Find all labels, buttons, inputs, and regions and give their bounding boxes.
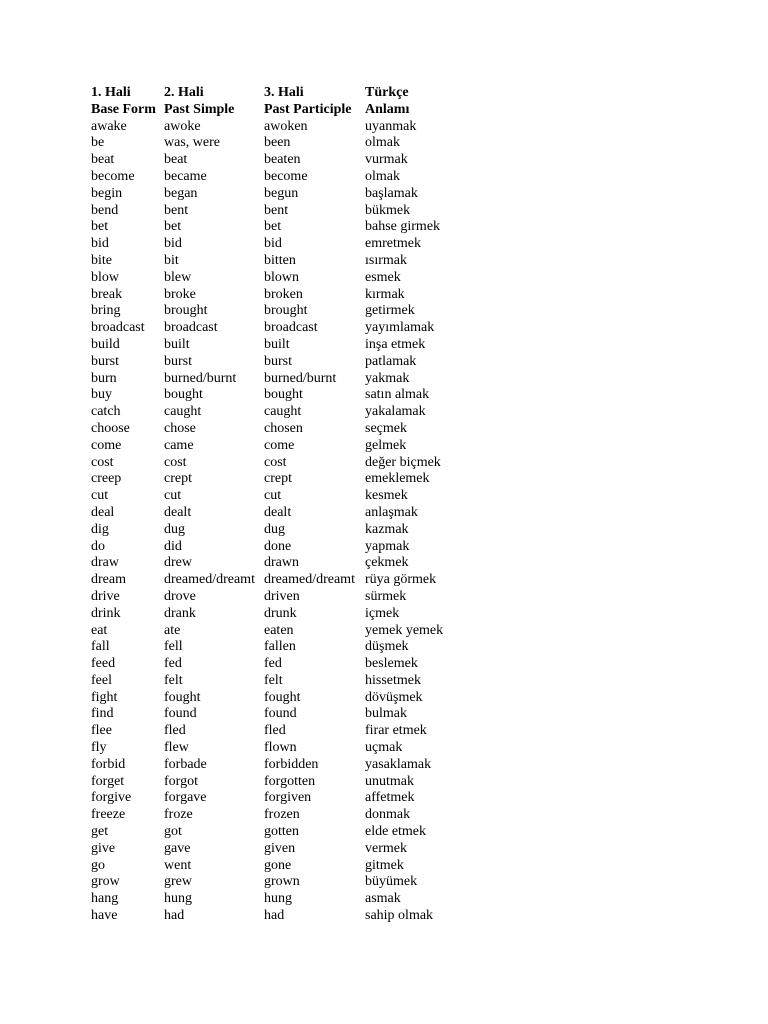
meaning-cell: hissetmek (365, 672, 421, 688)
past-simple-cell: gave (164, 840, 191, 856)
meaning-cell: vurmak (365, 152, 408, 168)
meaning-cell: sürmek (365, 588, 407, 604)
past-participle-cell: dreamed/dreamt (264, 572, 355, 588)
past-participle-cell: burned/burnt (264, 370, 337, 386)
base-form-cell: become (91, 168, 135, 184)
meaning-cell: çekmek (365, 555, 409, 571)
past-simple-cell: forbade (164, 756, 207, 772)
past-participle-cell: gotten (264, 824, 299, 840)
base-form-cell: freeze (91, 807, 126, 823)
meaning-cell: seçmek (365, 420, 407, 436)
meaning-cell: kırmak (365, 286, 405, 302)
base-form-cell: go (91, 857, 105, 873)
past-participle-cell: found (264, 706, 297, 722)
base-form-cell: broadcast (91, 320, 145, 336)
base-form-cell: grow (91, 874, 120, 890)
table-row (91, 371, 711, 388)
past-simple-cell: bit (164, 252, 179, 268)
table-row (91, 287, 711, 304)
past-participle-cell: fled (264, 723, 286, 739)
past-simple-cell: blew (164, 269, 192, 285)
past-simple-cell: flew (164, 740, 189, 756)
base-form-cell: fall (91, 639, 110, 655)
past-participle-cell: grown (264, 874, 300, 890)
table-row (91, 135, 711, 152)
past-participle-cell: caught (264, 404, 302, 420)
header-row (91, 102, 711, 119)
meaning-cell: ısırmak (365, 252, 407, 268)
past-participle-cell: drunk (264, 605, 297, 621)
base-form-cell: be (91, 135, 105, 151)
base-form-cell: deal (91, 504, 115, 520)
meaning-cell: patlamak (365, 353, 417, 369)
base-form-cell: build (91, 336, 120, 352)
past-simple-cell: hung (164, 891, 192, 907)
table-row (91, 656, 711, 673)
table-row (91, 236, 711, 253)
table-row (91, 858, 711, 875)
past-simple-cell: ate (164, 622, 181, 638)
base-form-cell: bend (91, 202, 119, 218)
past-simple-cell: brought (164, 303, 208, 319)
base-form-cell: bet (91, 219, 109, 235)
verb-table (91, 85, 711, 925)
meaning-cell: bükmek (365, 202, 411, 218)
past-participle-cell: driven (264, 588, 300, 604)
past-participle-cell: awoken (264, 118, 308, 134)
past-simple-cell: burned/burnt (164, 370, 237, 386)
table-row (91, 639, 711, 656)
table-row (91, 908, 711, 925)
base-form-cell: forget (91, 773, 125, 789)
meaning-cell: yasaklamak (365, 756, 432, 772)
base-form-cell: break (91, 286, 123, 302)
past-participle-cell: bought (264, 387, 303, 403)
base-form-cell: begin (91, 185, 123, 201)
past-simple-cell: grew (164, 874, 192, 890)
past-participle-cell: built (264, 336, 290, 352)
table-row (91, 404, 711, 421)
past-simple-cell: burst (164, 353, 192, 369)
past-participle-cell: drawn (264, 555, 299, 571)
table-body (91, 119, 711, 925)
base-form-cell: do (91, 538, 105, 554)
table-row (91, 354, 711, 371)
base-form-cell: get (91, 824, 109, 840)
meaning-cell: rüya görmek (365, 572, 437, 588)
base-form-cell: forgive (91, 790, 132, 806)
past-participle-cell: forgotten (264, 773, 316, 789)
past-participle-cell: become (264, 168, 308, 184)
past-participle-cell: forgiven (264, 790, 312, 806)
base-form-cell: bite (91, 252, 112, 268)
past-participle-cell: burst (264, 353, 292, 369)
past-simple-cell: beat (164, 152, 188, 168)
table-row (91, 841, 711, 858)
meaning-cell: satın almak (365, 387, 430, 403)
past-simple-cell: awoke (164, 118, 201, 134)
past-participle-cell: had (264, 908, 285, 924)
meaning-cell: emretmek (365, 236, 421, 252)
meaning-cell: firar etmek (365, 723, 427, 739)
past-participle-cell: blown (264, 269, 299, 285)
meaning-cell: dövüşmek (365, 689, 423, 705)
past-simple-cell: became (164, 168, 207, 184)
past-simple-cell: bet (164, 219, 182, 235)
table-row (91, 320, 711, 337)
meaning-cell: bulmak (365, 706, 407, 722)
meaning-cell: anlaşmak (365, 504, 418, 520)
meaning-cell: yemek yemek (365, 622, 444, 638)
past-participle-cell: flown (264, 740, 297, 756)
base-form-cell: bid (91, 236, 109, 252)
meaning-cell: yakalamak (365, 404, 426, 420)
table-row (91, 203, 711, 220)
base-form-cell: catch (91, 404, 121, 420)
table-row (91, 606, 711, 623)
header-row (91, 85, 711, 102)
base-form-cell: cost (91, 454, 114, 470)
base-form-cell: eat (91, 622, 108, 638)
header-cell-past-simple: Past Simple (164, 101, 235, 117)
table-row (91, 774, 711, 791)
past-simple-cell: dealt (164, 504, 192, 520)
base-form-cell: dream (91, 572, 126, 588)
meaning-cell: yayımlamak (365, 320, 435, 336)
past-simple-cell: cut (164, 488, 182, 504)
base-form-cell: bring (91, 303, 121, 319)
past-simple-cell: was, were (164, 135, 220, 151)
base-form-cell: burst (91, 353, 119, 369)
meaning-cell: kesmek (365, 488, 408, 504)
past-participle-cell: fed (264, 656, 282, 672)
past-simple-cell: dug (164, 521, 185, 537)
meaning-cell: asmak (365, 891, 401, 907)
table-row (91, 219, 711, 236)
base-form-cell: flee (91, 723, 112, 739)
past-participle-cell: brought (264, 303, 308, 319)
meaning-cell: getirmek (365, 303, 415, 319)
base-form-cell: find (91, 706, 114, 722)
past-participle-cell: cut (264, 488, 282, 504)
meaning-cell: büyümek (365, 874, 418, 890)
meaning-cell: uçmak (365, 740, 403, 756)
meaning-cell: yakmak (365, 370, 410, 386)
table-row (91, 706, 711, 723)
table-row (91, 471, 711, 488)
past-simple-cell: froze (164, 807, 193, 823)
header-cell-past-participle: Past Participle (264, 101, 352, 117)
meaning-cell: içmek (365, 605, 400, 621)
past-participle-cell: gone (264, 857, 292, 873)
base-form-cell: awake (91, 118, 127, 134)
meaning-cell: kazmak (365, 521, 409, 537)
past-simple-cell: broke (164, 286, 196, 302)
meaning-cell: bahse girmek (365, 219, 441, 235)
past-simple-cell: got (164, 824, 182, 840)
past-participle-cell: cost (264, 454, 287, 470)
meaning-cell: düşmek (365, 639, 409, 655)
header-cell-base-form: Base Form (91, 101, 156, 117)
past-participle-cell: forbidden (264, 756, 319, 772)
past-simple-cell: found (164, 706, 197, 722)
meaning-cell: uyanmak (365, 118, 417, 134)
table-row (91, 455, 711, 472)
past-simple-cell: broadcast (164, 320, 218, 336)
table-row (91, 421, 711, 438)
base-form-cell: choose (91, 420, 130, 436)
base-form-cell: drink (91, 605, 121, 621)
meaning-cell: elde etmek (365, 824, 427, 840)
base-form-cell: feel (91, 672, 112, 688)
table-row (91, 891, 711, 908)
past-participle-cell: dealt (264, 504, 292, 520)
base-form-cell: feed (91, 656, 116, 672)
past-simple-cell: drew (164, 555, 192, 571)
past-participle-cell: chosen (264, 420, 303, 436)
table-row (91, 623, 711, 640)
past-participle-cell: bent (264, 202, 289, 218)
table-row (91, 740, 711, 757)
header-cell-base-number: 1. Hali (91, 85, 131, 100)
base-form-cell: creep (91, 471, 122, 487)
base-form-cell: dig (91, 521, 109, 537)
past-simple-cell: forgave (164, 790, 207, 806)
past-participle-cell: dug (264, 521, 285, 537)
past-participle-cell: given (264, 840, 296, 856)
meaning-cell: donmak (365, 807, 411, 823)
meaning-cell: unutmak (365, 773, 414, 789)
past-participle-cell: beaten (264, 152, 301, 168)
table-row (91, 387, 711, 404)
past-simple-cell: drove (164, 588, 196, 604)
table-row (91, 807, 711, 824)
meaning-cell: beslemek (365, 656, 418, 672)
table-row (91, 253, 711, 270)
base-form-cell: buy (91, 387, 112, 403)
past-simple-cell: drank (164, 605, 196, 621)
base-form-cell: come (91, 437, 122, 453)
meaning-cell: affetmek (365, 790, 415, 806)
past-simple-cell: cost (164, 454, 187, 470)
meaning-cell: gelmek (365, 437, 407, 453)
table-row (91, 589, 711, 606)
past-simple-cell: caught (164, 404, 202, 420)
table-row (91, 303, 711, 320)
base-form-cell: cut (91, 488, 109, 504)
past-participle-cell: fallen (264, 639, 296, 655)
past-participle-cell: broadcast (264, 320, 318, 336)
past-participle-cell: bitten (264, 252, 296, 268)
past-participle-cell: fought (264, 689, 301, 705)
table-row (91, 723, 711, 740)
past-simple-cell: forgot (164, 773, 198, 789)
table-row (91, 690, 711, 707)
past-participle-cell: broken (264, 286, 303, 302)
past-simple-cell: built (164, 336, 190, 352)
past-participle-cell: done (264, 538, 292, 554)
table-row (91, 186, 711, 203)
base-form-cell: give (91, 840, 116, 856)
meaning-cell: esmek (365, 269, 401, 285)
past-simple-cell: fed (164, 656, 182, 672)
meaning-cell: olmak (365, 135, 400, 151)
past-participle-cell: bet (264, 219, 282, 235)
meaning-cell: gitmek (365, 857, 404, 873)
table-row (91, 505, 711, 522)
past-participle-cell: come (264, 437, 295, 453)
table-row (91, 539, 711, 556)
past-participle-cell: hung (264, 891, 292, 907)
past-participle-cell: bid (264, 236, 282, 252)
table-row (91, 790, 711, 807)
base-form-cell: draw (91, 555, 119, 571)
base-form-cell: burn (91, 370, 117, 386)
meaning-cell: emeklemek (365, 471, 430, 487)
base-form-cell: forbid (91, 756, 126, 772)
base-form-cell: blow (91, 269, 119, 285)
past-participle-cell: been (264, 135, 291, 151)
table-row (91, 673, 711, 690)
base-form-cell: fight (91, 689, 118, 705)
past-simple-cell: fell (164, 639, 183, 655)
past-participle-cell: felt (264, 672, 283, 688)
table-row (91, 572, 711, 589)
past-simple-cell: did (164, 538, 182, 554)
header-cell-participle-number: 3. Hali (264, 85, 304, 100)
past-simple-cell: had (164, 908, 185, 924)
past-simple-cell: bid (164, 236, 182, 252)
table-row (91, 152, 711, 169)
past-simple-cell: dreamed/dreamt (164, 572, 255, 588)
meaning-cell: inşa etmek (365, 336, 426, 352)
past-participle-cell: frozen (264, 807, 300, 823)
table-row (91, 337, 711, 354)
base-form-cell: beat (91, 152, 115, 168)
meaning-cell: değer biçmek (365, 454, 441, 470)
table-row (91, 119, 711, 136)
past-simple-cell: felt (164, 672, 183, 688)
meaning-cell: yapmak (365, 538, 410, 554)
header-cell-past-number: 2. Hali (164, 85, 204, 100)
table-row (91, 488, 711, 505)
table-row (91, 438, 711, 455)
table-row (91, 522, 711, 539)
past-participle-cell: eaten (264, 622, 294, 638)
meaning-cell: başlamak (365, 185, 418, 201)
header-cell-turkish: Türkçe (365, 85, 409, 100)
table-row (91, 270, 711, 287)
table-row (91, 874, 711, 891)
meaning-cell: sahip olmak (365, 908, 434, 924)
base-form-cell: have (91, 908, 118, 924)
table-row (91, 555, 711, 572)
past-simple-cell: chose (164, 420, 196, 436)
past-simple-cell: fought (164, 689, 201, 705)
past-simple-cell: fled (164, 723, 186, 739)
past-simple-cell: crept (164, 471, 192, 487)
past-simple-cell: bought (164, 387, 203, 403)
past-simple-cell: began (164, 185, 198, 201)
meaning-cell: olmak (365, 168, 400, 184)
past-participle-cell: begun (264, 185, 299, 201)
base-form-cell: hang (91, 891, 119, 907)
past-participle-cell: crept (264, 471, 292, 487)
past-simple-cell: went (164, 857, 192, 873)
past-simple-cell: came (164, 437, 194, 453)
table-row (91, 169, 711, 186)
base-form-cell: fly (91, 740, 107, 756)
table-row (91, 757, 711, 774)
meaning-cell: vermek (365, 840, 407, 856)
header-cell-meaning: Anlamı (365, 101, 410, 117)
table-row (91, 824, 711, 841)
past-simple-cell: bent (164, 202, 189, 218)
base-form-cell: drive (91, 588, 120, 604)
